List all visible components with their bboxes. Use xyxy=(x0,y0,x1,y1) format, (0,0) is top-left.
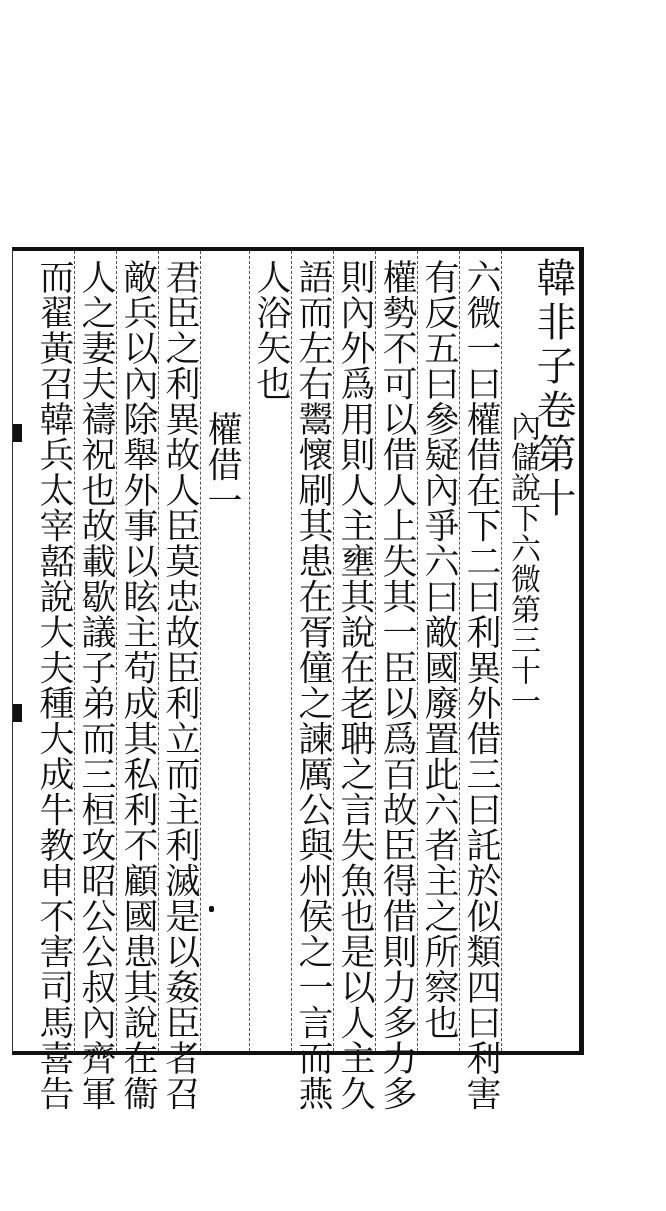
text-column-7: 君臣之利異故人臣莫忠故臣利立而主利滅是以姦臣者召 xyxy=(160,259,200,1111)
column-rule xyxy=(459,251,460,1051)
column-rule xyxy=(200,251,201,1051)
column-rule xyxy=(116,251,117,1051)
book-title: 韓非子卷第十 xyxy=(530,257,576,521)
text-column-5: 語而左右鬻懷刷其患在胥僮之諫厲公與州侯之一言而燕 xyxy=(293,259,333,1111)
column-rule xyxy=(375,251,376,1051)
section-heading: 權借一 xyxy=(202,411,242,518)
column-rule xyxy=(249,251,250,1051)
text-column-4: 則內外爲用則人主壅其說在老聃之言失魚也是以人主久 xyxy=(335,259,375,1111)
chapter-subtitle: 內儲說下六微第三十一 xyxy=(505,411,540,716)
column-rule xyxy=(291,251,292,1051)
column-rule xyxy=(417,251,418,1051)
text-column-6: 人浴矢也 xyxy=(251,259,291,401)
text-column-8: 敵兵以內除舉外事以眩主苟成其私利不顧國患其說在衞 xyxy=(118,259,158,1111)
text-column-9: 人之妻夫禱祝也故載歇議子弟而三桓攻昭公公叔內齊軍 xyxy=(76,259,116,1111)
column-rule xyxy=(74,251,75,1051)
column-rule xyxy=(158,251,159,1051)
ink-dot xyxy=(209,906,214,912)
column-rule xyxy=(501,251,502,1051)
text-column-10: 而翟黃召韓兵太宰嚭說大夫種大成牛教申不害司馬喜告 xyxy=(34,259,74,1111)
column-rule xyxy=(333,251,334,1051)
text-column-3: 權勢不可以借人上失其一臣以爲百故臣得借則力多力多 xyxy=(377,259,417,1111)
text-column-1: 六微一曰權借在下二曰利異外借三曰託於似類四曰利害 xyxy=(461,259,501,1111)
text-column-2: 有反五曰參疑內爭六曰敵國廢置此六者主之所察也 xyxy=(419,259,459,1040)
text-frame xyxy=(12,247,584,1111)
